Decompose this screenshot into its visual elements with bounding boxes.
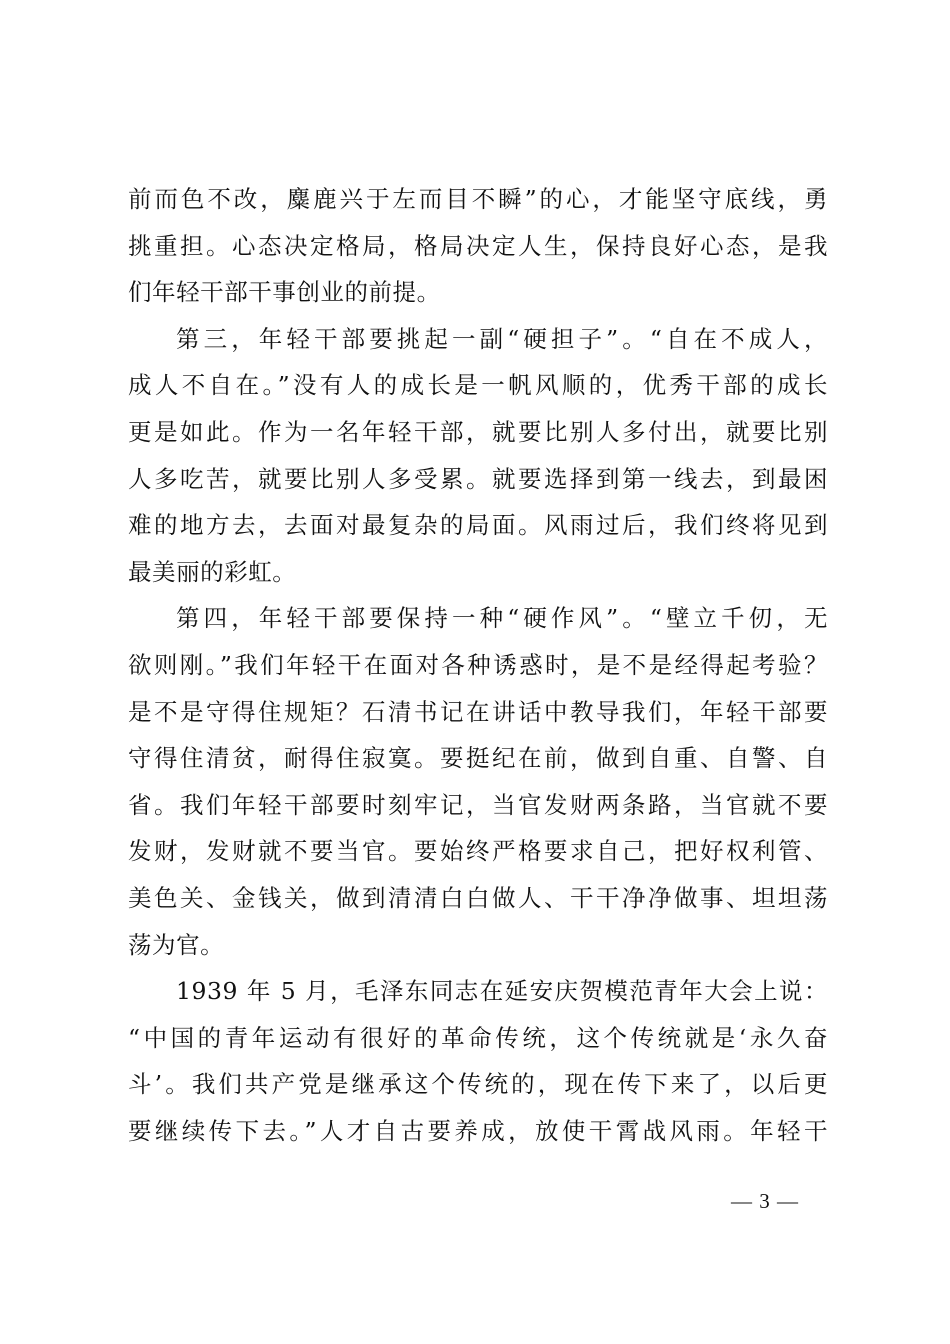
text-line: 难的地方去，去面对最复杂的局面。风雨过后，我们终将见到 xyxy=(128,511,828,540)
paragraph-start-line: 第三，年轻干部要挑起一副“硬担子”。“自在不成人， xyxy=(176,324,828,353)
text-line: 守得住清贫，耐得住寂寞。要挺纪在前，做到自重、自警、自 xyxy=(128,744,828,773)
text-line: 成人不自在。”没有人的成长是一帆风顺的，优秀干部的成长 xyxy=(128,371,828,400)
text-line: 更是如此。作为一名年轻干部，就要比别人多付出，就要比别 xyxy=(128,417,828,446)
text-line: 挑重担。心态决定格局，格局决定人生，保持良好心态，是我 xyxy=(128,231,828,260)
text-line: 欲则刚。”我们年轻干在面对各种诱惑时，是不是经得起考验？ xyxy=(128,650,828,679)
text-line: 们年轻干部干事创业的前提。 xyxy=(128,278,441,307)
text-line: “中国的青年运动有很好的革命传统，这个传统就是‘永久奋 xyxy=(128,1023,828,1052)
text-line: 人多吃苦，就要比别人多受累。就要选择到第一线去，到最困 xyxy=(128,464,828,493)
text-line: 是不是守得住规矩？石清书记在讲话中教导我们，年轻干部要 xyxy=(128,697,828,726)
page-number: — 3 — xyxy=(731,1189,799,1213)
paragraph-start-line: 第四，年轻干部要保持一种“硬作风”。“壁立千仞，无 xyxy=(176,604,828,633)
text-line: 荡为官。 xyxy=(128,930,225,959)
text-line: 要继续传下去。”人才自古要养成，放使干霄战风雨。年轻干 xyxy=(128,1116,828,1145)
text-line: 最美丽的彩虹。 xyxy=(128,557,297,586)
body-text xyxy=(128,176,828,1154)
paragraph-start-line: 1939 年 5 月，毛泽东同志在延安庆贺模范青年大会上说： xyxy=(176,977,828,1006)
text-line: 斗’。我们共产党是继承这个传统的，现在传下来了，以后更 xyxy=(128,1070,828,1099)
text-line: 美色关、金钱关，做到清清白白做人、干干净净做事、坦坦荡 xyxy=(128,883,828,912)
text-line: 省。我们年轻干部要时刻牢记，当官发财两条路，当官就不要 xyxy=(128,790,828,819)
text-line: 前而色不改，麋鹿兴于左而目不瞬”的心，才能坚守底线，勇 xyxy=(128,185,828,213)
text-line: 发财，发财就不要当官。要始终严格要求自己，把好权利管、 xyxy=(128,837,828,866)
